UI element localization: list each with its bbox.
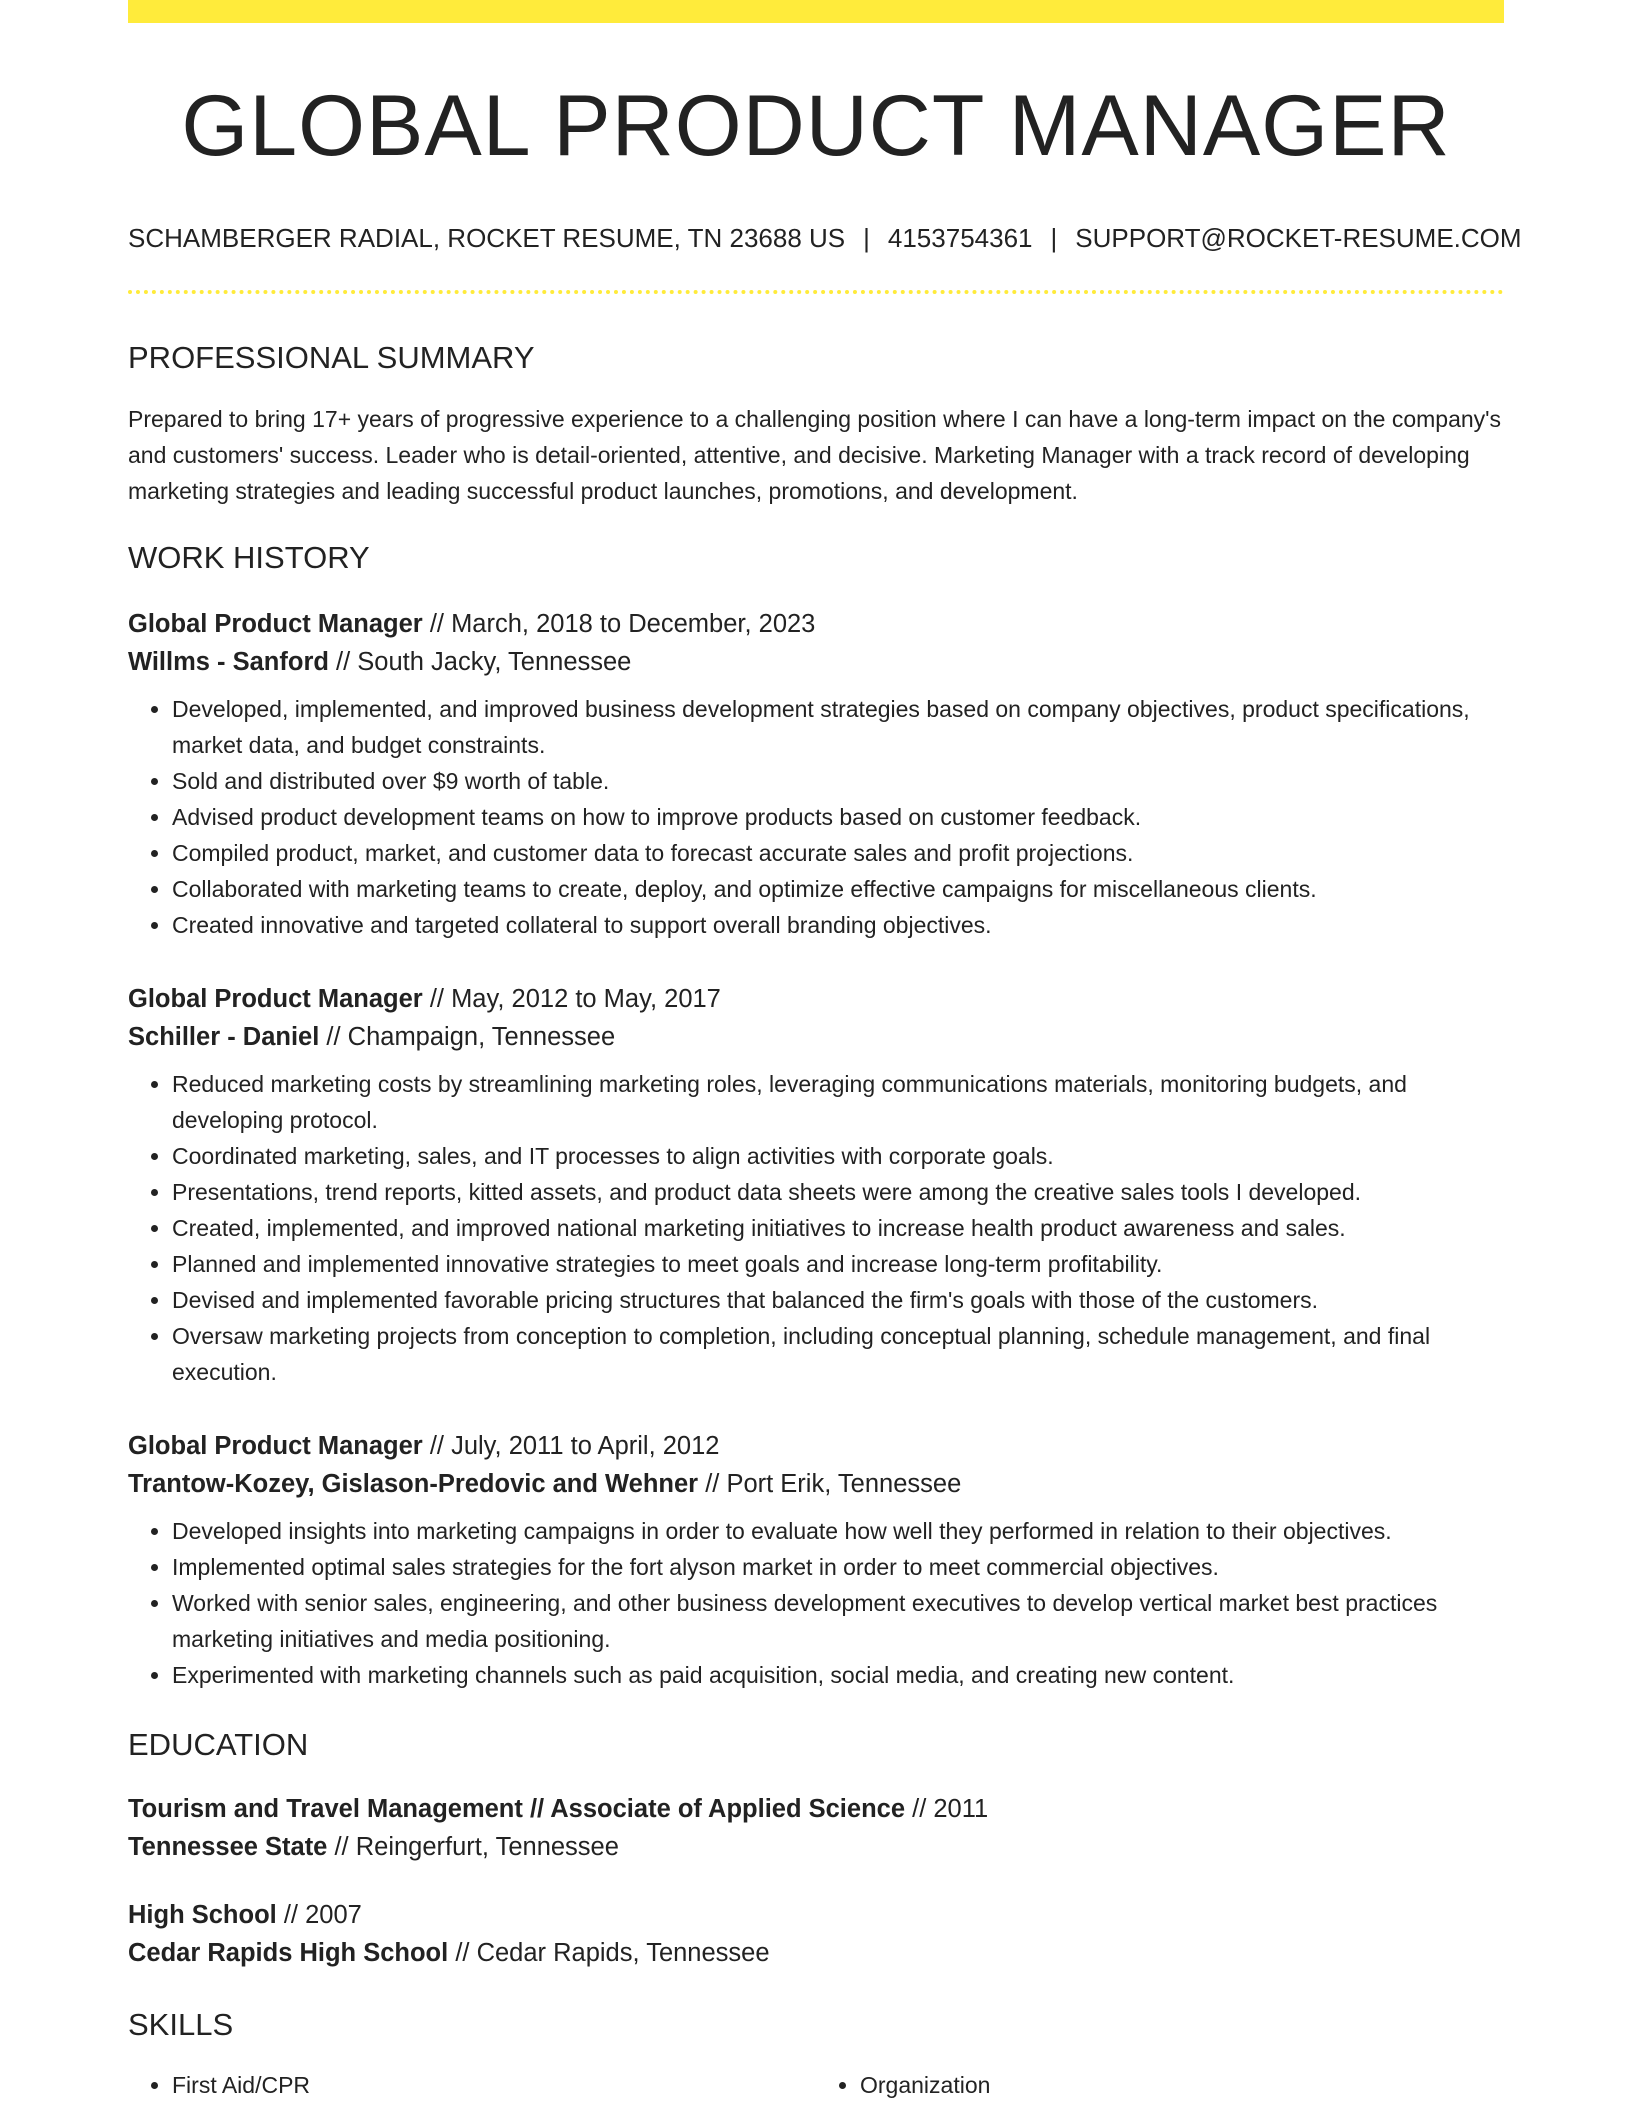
job-bullet: • Advised product development teams on how to improve products based on customer feedback.: [172, 799, 1504, 835]
job-dates: // March, 2018 to December, 2023: [429, 610, 816, 638]
contact-phone: 4153754361: [887, 223, 1033, 253]
job-bullets: [128, 1066, 1504, 1390]
job-bullet: • Developed insights into marketing campaigns in order to evaluate how well they performed in relation to their objectives.: [172, 1513, 1504, 1549]
job-bullet: • Oversaw marketing projects from conception to completion, including conceptual planning, schedule management, and final execution.: [172, 1318, 1504, 1390]
job-bullet: • Reduced marketing costs by streamlining marketing roles, leveraging communications materials, monitoring budgets, and developing protocol.: [172, 1066, 1504, 1138]
job-title: Global Product Manager: [128, 610, 423, 638]
school-line: [128, 1934, 1504, 1972]
skills-column-right: [816, 2067, 1504, 2103]
job-bullet: • Developed, implemented, and improved business development strategies based on company objectives, product specifications, market data, and budget constraints.: [172, 691, 1504, 763]
job-bullet: • Compiled product, market, and customer data to forecast accurate sales and profit projections.: [172, 835, 1504, 871]
job-bullet: • Coordinated marketing, sales, and IT processes to align activities with corporate goals.: [172, 1138, 1504, 1174]
work-history-heading: WORK HISTORY: [128, 540, 370, 575]
job-entry: [128, 1427, 1504, 1693]
education-heading: EDUCATION: [128, 1727, 309, 1762]
job-bullet: • Experimented with marketing channels such as paid acquisition, social media, and creating new content.: [172, 1657, 1504, 1693]
contact-separator: |: [1050, 223, 1058, 253]
summary-text: Prepared to bring 17+ years of progressive experience to a challenging position where I can have a long-term impact on the company's and customers' success. Leader who is detail-oriented, attentive, and decisive. Marketing Manager with a track record of developing marketing strategies and leading successful product launches, promotions, and development.: [128, 406, 1502, 504]
school: Tennessee State: [128, 1833, 328, 1861]
job-bullet: • Devised and implemented favorable pricing structures that balanced the firm's goals with those of the customers.: [172, 1282, 1504, 1318]
job-company: Schiller - Daniel: [128, 1023, 320, 1051]
education-entry: [128, 1790, 1504, 1866]
job-bullet: • Created innovative and targeted collateral to support overall branding objectives.: [172, 907, 1504, 943]
resume-title: GLOBAL PRODUCT MANAGER: [181, 78, 1451, 174]
job-bullet: • Worked with senior sales, engineering, and other business development executives to develop vertical market best practices marketing initiatives and media positioning.: [172, 1585, 1504, 1657]
job-bullets: [128, 691, 1504, 943]
job-location: // Port Erik, Tennessee: [705, 1470, 962, 1498]
job-bullet: • Planned and implemented innovative strategies to meet goals and increase long-term profitability.: [172, 1246, 1504, 1282]
contact-email: SUPPORT@ROCKET-RESUME.COM: [1075, 223, 1522, 253]
job-bullet: • Sold and distributed over $9 worth of table.: [172, 763, 1504, 799]
degree-line: [128, 1790, 1504, 1828]
summary-heading: PROFESSIONAL SUMMARY: [128, 340, 535, 375]
job-company-line: [128, 1018, 1504, 1056]
degree: High School: [128, 1901, 277, 1929]
job-company: Willms - Sanford: [128, 648, 329, 676]
job-company-line: [128, 1465, 1504, 1503]
job-entry: [128, 980, 1504, 1390]
skill-item: • Organization: [860, 2067, 1504, 2103]
job-title-line: [128, 605, 1504, 643]
job-location: // Champaign, Tennessee: [326, 1023, 616, 1051]
school-line: [128, 1828, 1504, 1866]
job-company-line: [128, 643, 1504, 681]
job-entry: [128, 605, 1504, 943]
job-dates: // May, 2012 to May, 2017: [429, 985, 721, 1013]
job-bullets: [128, 1513, 1504, 1693]
resume-page: [128, 0, 1522, 2103]
job-company: Trantow-Kozey, Gislason-Predovic and Wehner: [128, 1470, 699, 1498]
school-location: // Reingerfurt, Tennessee: [334, 1833, 619, 1861]
skills-heading: SKILLS: [128, 2007, 234, 2042]
skills-column-left: [128, 2067, 816, 2103]
school-location: // Cedar Rapids, Tennessee: [455, 1939, 770, 1967]
contact-info: [128, 223, 1522, 253]
job-dates: // July, 2011 to April, 2012: [429, 1432, 720, 1460]
job-title-line: [128, 1427, 1504, 1465]
skill-item: • First Aid/CPR: [172, 2067, 816, 2103]
degree-line: [128, 1896, 1504, 1934]
job-location: // South Jacky, Tennessee: [336, 648, 632, 676]
graduation-year: // 2011: [912, 1795, 989, 1823]
job-bullet: • Presentations, trend reports, kitted assets, and product data sheets were among the creative sales tools I developed.: [172, 1174, 1504, 1210]
contact-separator: |: [863, 223, 870, 253]
job-bullet: • Collaborated with marketing teams to create, deploy, and optimize effective campaigns for miscellaneous clients.: [172, 871, 1504, 907]
job-title: Global Product Manager: [128, 985, 423, 1013]
education-entry: [128, 1896, 1504, 1972]
graduation-year: // 2007: [283, 1901, 362, 1929]
dotted-divider: [128, 290, 1504, 294]
job-bullet: • Created, implemented, and improved national marketing initiatives to increase health product awareness and sales.: [172, 1210, 1504, 1246]
school: Cedar Rapids High School: [128, 1939, 449, 1967]
skills-list: [128, 2067, 1504, 2103]
job-bullet: • Implemented optimal sales strategies for the fort alyson market in order to meet commercial objectives.: [172, 1549, 1504, 1585]
contact-address: SCHAMBERGER RADIAL, ROCKET RESUME, TN 23688 US: [128, 223, 846, 253]
job-title: Global Product Manager: [128, 1432, 423, 1460]
degree: Tourism and Travel Management // Associate of Applied Science: [128, 1795, 906, 1823]
job-title-line: [128, 980, 1504, 1018]
top-accent-bar: [128, 0, 1504, 23]
